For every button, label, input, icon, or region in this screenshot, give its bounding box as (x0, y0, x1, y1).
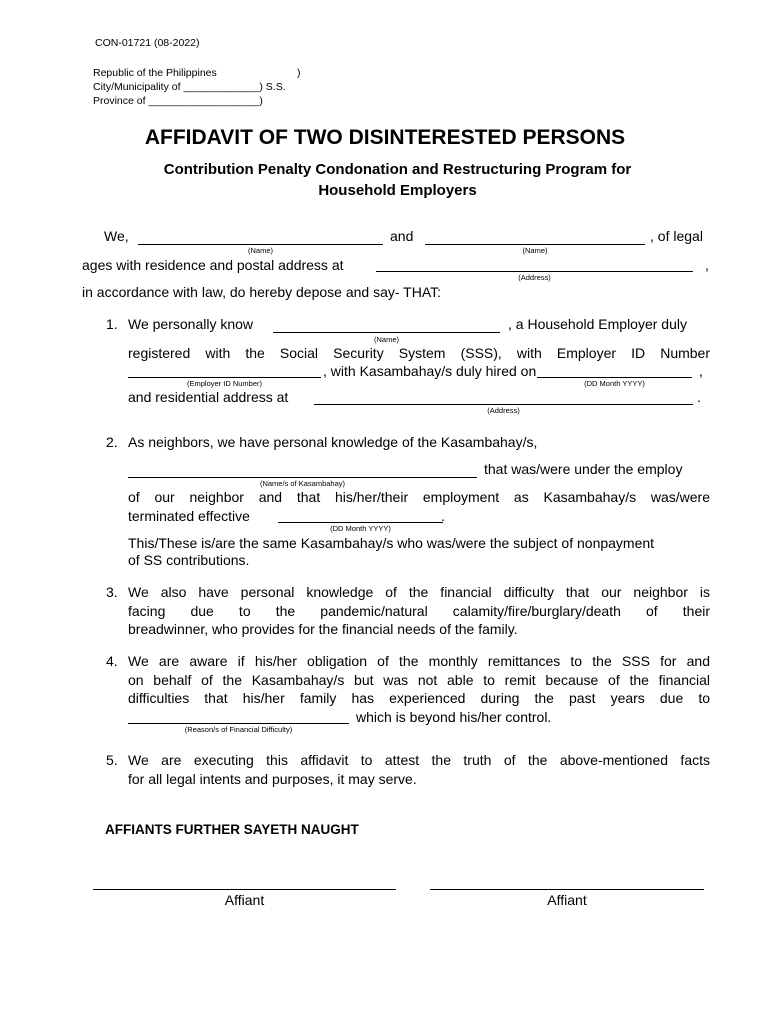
item-5-number: 5. (106, 752, 118, 768)
residential-address-field[interactable] (314, 404, 693, 405)
caption-hire-date: (DD Month YYYY) (584, 379, 645, 388)
caption-name-1: (Name) (247, 246, 273, 255)
item-4-text-b: on behalf of the Kasambahay/s but was not able to remit because of the financial (128, 672, 710, 688)
caption-name-2: (Name) (522, 246, 548, 255)
item-1-text-c: registered with the Social Security System (SSS), with Employer ID Number (128, 345, 710, 361)
intro-and: and (390, 228, 414, 244)
item-5-text-a: We are executing this affidavit to attest the truth of the above-mentioned facts (128, 752, 710, 768)
termination-date-field[interactable] (278, 522, 443, 523)
venue-line-2: City/Municipality of _____________) S.S. (93, 81, 286, 93)
caption-employer-id: (Employer ID Number) (186, 379, 262, 388)
form-code: CON-01721 (08-2022) (95, 37, 200, 49)
item-1-text-b: , a Household Employer duly (508, 316, 687, 332)
caption-termination-date: (DD Month YYYY) (330, 524, 391, 533)
financial-difficulty-reason-field[interactable] (128, 723, 349, 724)
caption-financial-reason: (Reason/s of Financial Difficulty) (184, 725, 293, 734)
intro-of-legal: , of legal (650, 228, 703, 244)
item-2-period: . (441, 508, 445, 524)
venue-line-1: Republic of the Philippines (93, 67, 217, 79)
hire-date-field[interactable] (537, 377, 692, 378)
intro-we: We, (104, 228, 129, 244)
item-3-text-a: We also have personal knowledge of the financial difficulty that our neighbor is (128, 584, 710, 600)
item-5-text-b: for all legal intents and purposes, it may serve. (128, 771, 417, 787)
item-4-text-c: difficulties that his/her family has experienced during the past years due to (128, 690, 710, 706)
item-2-text-b: that was/were under the employ (484, 461, 683, 477)
item-2-text-c: of our neighbor and that his/her/their employment as Kasambahay/s was/were (128, 489, 710, 505)
employer-id-field[interactable] (128, 377, 321, 378)
household-employer-name-field[interactable] (273, 332, 500, 333)
caption-residential-address: (Address) (487, 406, 520, 415)
item-1-text-a: We personally know (128, 316, 254, 332)
kasambahay-names-field[interactable] (128, 477, 477, 478)
item-2-number: 2. (106, 434, 118, 450)
subtitle-line-2: Household Employers (318, 182, 477, 199)
document-title: AFFIDAVIT OF TWO DISINTERESTED PERSONS (144, 126, 626, 149)
affiant-2-name-field[interactable] (425, 244, 645, 245)
item-1-text-e: and residential address at (128, 389, 289, 405)
item-2-text-e: This/These is/are the same Kasambahay/s who was/were the subject of nonpayment (128, 535, 655, 551)
affiant-1-signature-line[interactable] (93, 889, 396, 890)
item-1-text-d: , with Kasambahay/s duly hired on (323, 363, 537, 379)
venue-line-1-paren: ) (297, 67, 301, 79)
caption-name-employer: (Name) (373, 335, 399, 344)
affiant-2-label: Affiant (547, 892, 587, 908)
caption-kasambahay-names: (Name/s of Kasambahay) (259, 479, 346, 488)
affiant-2-signature-line[interactable] (430, 889, 704, 890)
affiant-1-label: Affiant (224, 892, 265, 908)
item-2-text-a: As neighbors, we have personal knowledge of the Kasambahay/s, (128, 434, 538, 450)
item-2-text-f: of SS contributions. (128, 552, 250, 568)
subtitle-line-1: Contribution Penalty Condonation and Restructuring Program for (163, 161, 632, 178)
item-1-comma: , (699, 363, 703, 379)
intro-comma: , (705, 257, 709, 273)
item-4-text-a: We are aware if his/her obligation of the monthly remittances to the SSS for and (128, 653, 710, 669)
item-3-text-c: breadwinner, who provides for the financial needs of the family. (128, 621, 518, 637)
item-3-text-b: facing due to the pandemic/natural calamity/fire/burglary/death of their (128, 603, 710, 619)
affiants-address-field[interactable] (376, 271, 693, 272)
item-4-number: 4. (106, 653, 118, 669)
intro-depose: in accordance with law, do hereby depose and say- THAT: (82, 284, 442, 300)
intro-ages: ages with residence and postal address at (82, 257, 344, 273)
item-4-text-d: which is beyond his/her control. (356, 709, 552, 725)
affiant-1-name-field[interactable] (138, 244, 383, 245)
caption-address-intro: (Address) (518, 273, 551, 282)
item-1-number: 1. (106, 316, 118, 332)
item-3-number: 3. (106, 584, 118, 600)
item-2-text-d: terminated effective (128, 508, 250, 524)
venue-line-3: Province of ___________________) (93, 95, 263, 107)
item-1-period: . (697, 389, 701, 405)
closing-statement: AFFIANTS FURTHER SAYETH NAUGHT (105, 822, 359, 837)
